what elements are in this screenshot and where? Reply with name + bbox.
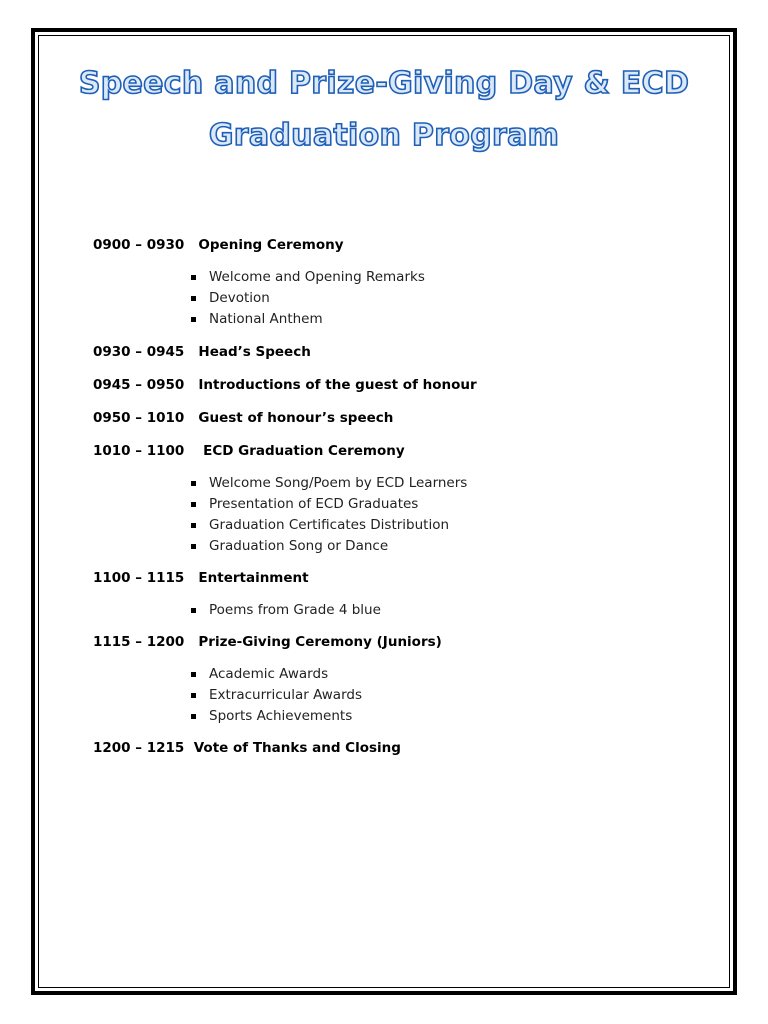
list-item-text: Poems from Grade 4 blue <box>209 602 381 618</box>
bullet-icon <box>191 672 196 677</box>
sub-item-list <box>191 600 768 621</box>
schedule-label: Guest of honour’s speech <box>198 410 394 426</box>
list-item-text: Sports Achievements <box>209 708 353 724</box>
schedule-label: Entertainment <box>198 570 309 586</box>
document-title <box>40 58 728 162</box>
schedule-time: 0930 – 0945 <box>93 344 185 360</box>
schedule-item <box>93 441 713 461</box>
schedule-item <box>93 568 713 588</box>
schedule-item <box>93 375 713 395</box>
schedule-time: 1200 – 1215 <box>93 740 185 756</box>
list-item <box>191 600 768 621</box>
list-item-text: Extracurricular Awards <box>209 687 362 703</box>
bullet-icon <box>191 296 196 301</box>
list-item <box>191 685 768 706</box>
schedule-label: Introductions of the guest of honour <box>198 377 477 393</box>
schedule-time: 1010 – 1100 <box>93 443 185 459</box>
list-item <box>191 536 768 557</box>
schedule-time: 0945 – 0950 <box>93 377 185 393</box>
schedule-item <box>93 235 713 255</box>
sub-item-list <box>191 473 768 557</box>
schedule-item <box>93 342 713 362</box>
bullet-icon <box>191 317 196 322</box>
bullet-icon <box>191 523 196 528</box>
bullet-icon <box>191 275 196 280</box>
list-item <box>191 664 768 685</box>
schedule-time: 0950 – 1010 <box>93 410 185 426</box>
list-item <box>191 288 768 309</box>
sub-item-list <box>191 664 768 727</box>
schedule-item <box>93 632 713 652</box>
bullet-icon <box>191 693 196 698</box>
list-item <box>191 494 768 515</box>
schedule-time: 0900 – 0930 <box>93 237 185 253</box>
bullet-icon <box>191 481 196 486</box>
list-item <box>191 309 768 330</box>
list-item <box>191 267 768 288</box>
list-item-text: Welcome and Opening Remarks <box>209 269 425 285</box>
schedule-label: Prize-Giving Ceremony (Juniors) <box>198 634 442 650</box>
list-item <box>191 706 768 727</box>
schedule-time: 1100 – 1115 <box>93 570 185 586</box>
schedule-label: Opening Ceremony <box>198 237 344 253</box>
title-line-1: Speech and Prize-Giving Day & ECD <box>78 66 690 101</box>
list-item-text: Graduation Song or Dance <box>209 538 389 554</box>
schedule-item <box>93 738 713 758</box>
list-item-text: Welcome Song/Poem by ECD Learners <box>209 475 468 491</box>
bullet-icon <box>191 608 196 613</box>
list-item-text: Presentation of ECD Graduates <box>209 496 419 512</box>
bullet-icon <box>191 502 196 507</box>
program-schedule <box>93 235 713 758</box>
sub-item-list <box>191 267 768 330</box>
list-item-text: Graduation Certificates Distribution <box>209 517 450 533</box>
title-line-2: Graduation Program <box>208 118 560 153</box>
list-item-text: National Anthem <box>209 311 323 327</box>
bullet-icon <box>191 714 196 719</box>
schedule-item <box>93 408 713 428</box>
list-item <box>191 515 768 536</box>
list-item-text: Devotion <box>209 290 270 306</box>
schedule-label: Head’s Speech <box>198 344 311 360</box>
schedule-label: ECD Graduation Ceremony <box>203 443 405 459</box>
schedule-label: Vote of Thanks and Closing <box>193 740 401 756</box>
bullet-icon <box>191 544 196 549</box>
list-item-text: Academic Awards <box>209 666 329 682</box>
list-item <box>191 473 768 494</box>
schedule-time: 1115 – 1200 <box>93 634 185 650</box>
